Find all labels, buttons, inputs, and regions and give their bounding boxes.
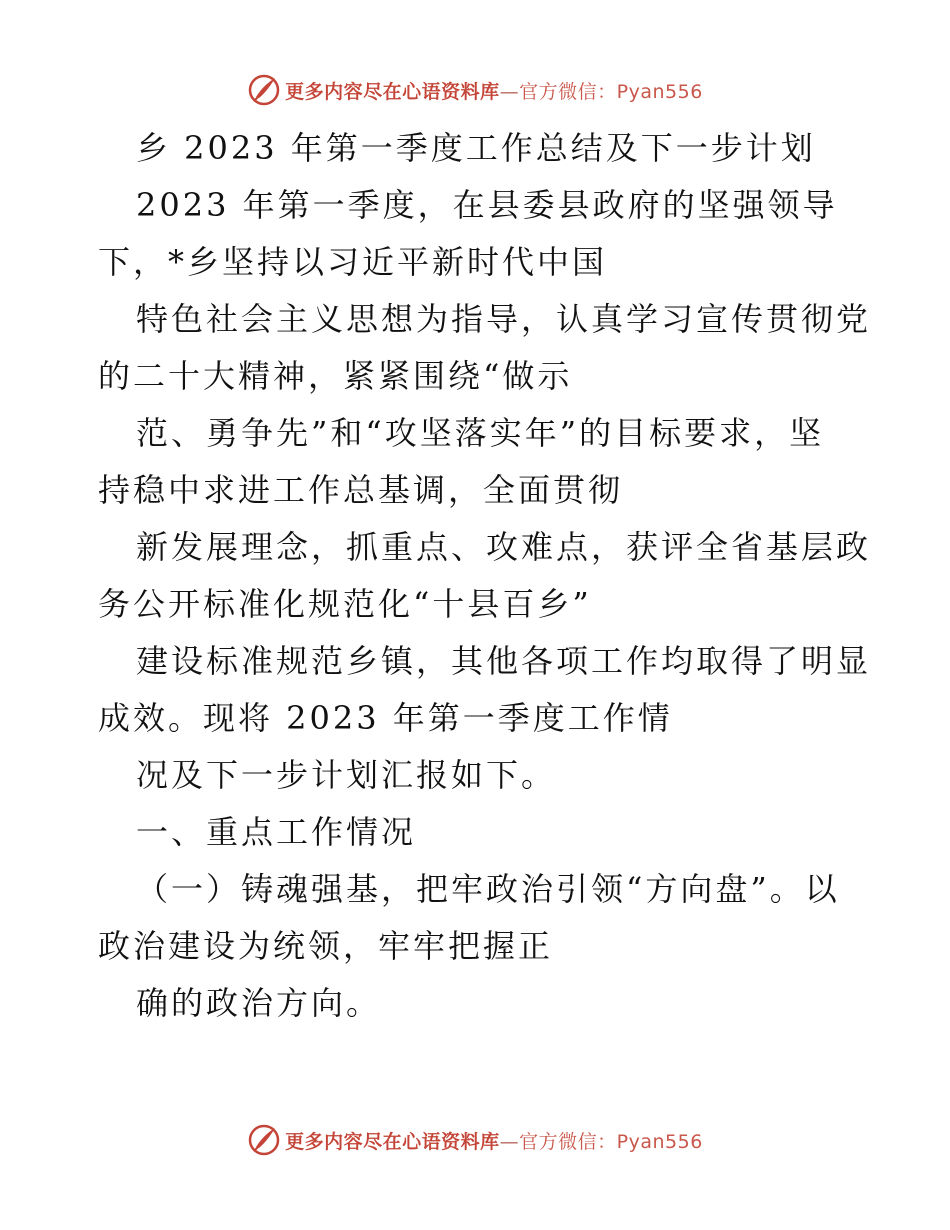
text-line: （一）铸魂强基，把牢政治引领“方向盘”。以 — [136, 870, 840, 908]
footer-watermark — [0, 1120, 950, 1160]
text-line: 特色社会主义思想为指导，认真学习宣传贯彻党 — [136, 300, 872, 338]
text-line: 务公开标准化规范化“十县百乡” — [98, 585, 592, 623]
text-line: 政治建设为统领，牢牢把握正 — [98, 927, 554, 965]
watermark-suffix: 官方微信：Pyan556 — [519, 1130, 703, 1153]
watermark-dash: — — [499, 80, 520, 103]
text-line: 持稳中求进工作总基调，全面贯彻 — [98, 471, 624, 509]
header-watermark — [0, 70, 950, 110]
text-line: 范、勇争先”和“攻坚落实年”的目标要求，坚 — [136, 414, 825, 452]
text-line: 2023 年第一季度，在县委县政府的坚强领导 — [136, 186, 838, 224]
watermark-suffix: 官方微信：Pyan556 — [519, 80, 703, 103]
text-line: 新发展理念，抓重点、攻难点，获评全省基层政 — [136, 528, 872, 566]
quill-seal-logo-icon — [247, 1123, 281, 1157]
watermark-text — [285, 1127, 703, 1154]
watermark-main: 更多内容尽在心语资料库 — [285, 80, 500, 103]
document-body — [98, 120, 872, 1032]
text-line: 建设标准规范乡镇，其他各项工作均取得了明显 — [136, 642, 872, 680]
document-title: 乡 2023 年第一季度工作总结及下一步计划 — [136, 129, 816, 167]
quill-seal-logo-icon — [247, 73, 281, 107]
text-line: 的二十大精神，紧紧围绕“做示 — [98, 357, 573, 395]
watermark-dash: — — [499, 1130, 520, 1153]
watermark-main: 更多内容尽在心语资料库 — [285, 1130, 500, 1153]
text-line: 下，*乡坚持以习近平新时代中国 — [98, 243, 608, 281]
text-line: 况及下一步计划汇报如下。 — [136, 756, 557, 794]
text-line: 确的政治方向。 — [136, 984, 382, 1022]
text-line: 一、重点工作情况 — [136, 813, 417, 851]
text-line: 成效。现将 2023 年第一季度工作情 — [98, 699, 673, 737]
watermark-text — [285, 77, 703, 104]
